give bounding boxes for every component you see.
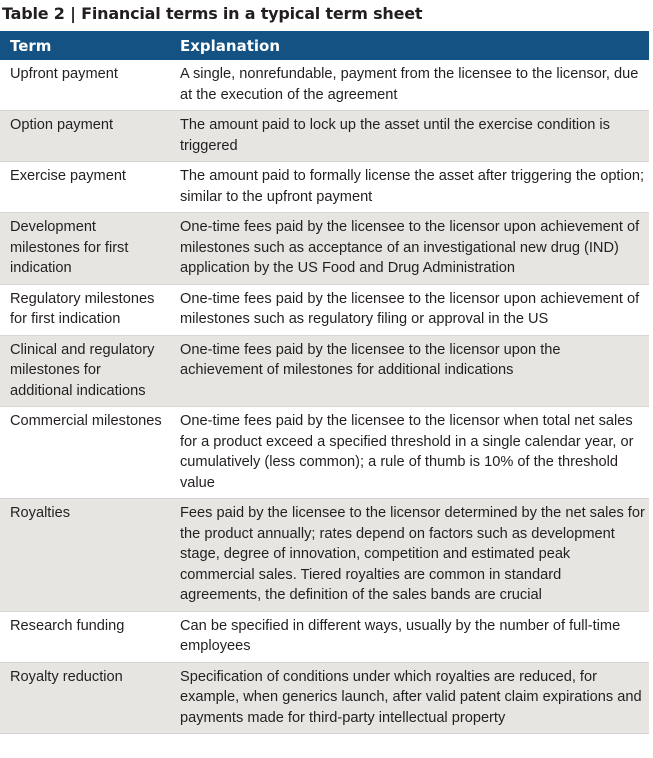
- table-row: [0, 162, 649, 213]
- table-row: [0, 335, 649, 407]
- table-row: [0, 662, 649, 734]
- explanation-cell: The amount paid to lock up the asset until the exercise condition is triggered: [172, 111, 649, 162]
- term-cell: Development milestones for first indication: [0, 213, 172, 285]
- explanation-cell: Specification of conditions under which royalties are reduced, for example, when generics launch, after valid patent claim expirations and payments made for third-party intellectual property: [172, 662, 649, 734]
- term-cell: Research funding: [0, 611, 172, 662]
- table-row: [0, 111, 649, 162]
- table-row: [0, 213, 649, 285]
- table-header: [0, 31, 649, 60]
- explanation-cell: A single, nonrefundable, payment from the licensee to the licensor, due at the execution of the agreement: [172, 60, 649, 111]
- explanation-cell: Can be specified in different ways, usually by the number of full-time employees: [172, 611, 649, 662]
- header-row: [0, 31, 649, 60]
- explanation-cell: The amount paid to formally license the asset after triggering the option; similar to the upfront payment: [172, 162, 649, 213]
- explanation-cell: One-time fees paid by the licensee to the licensor upon the achievement of milestones for additional indications: [172, 335, 649, 407]
- term-cell: Royalties: [0, 499, 172, 612]
- term-cell: Clinical and regulatory milestones for additional indications: [0, 335, 172, 407]
- table-row: [0, 611, 649, 662]
- table-row: [0, 407, 649, 499]
- table-title: Table 2 | Financial terms in a typical term sheet: [2, 4, 423, 23]
- column-header-explanation: Explanation: [172, 31, 649, 60]
- term-cell: Upfront payment: [0, 60, 172, 111]
- term-cell: Regulatory milestones for first indication: [0, 284, 172, 335]
- table-row: [0, 60, 649, 111]
- explanation-cell: One-time fees paid by the licensee to the licensor upon achievement of milestones such as regulatory filing or approval in the US: [172, 284, 649, 335]
- table-body: [0, 60, 649, 734]
- column-header-term: Term: [0, 31, 172, 60]
- table-row: [0, 284, 649, 335]
- term-cell: Exercise payment: [0, 162, 172, 213]
- term-cell: Royalty reduction: [0, 662, 172, 734]
- term-cell: Commercial milestones: [0, 407, 172, 499]
- financial-terms-table: [0, 31, 649, 734]
- explanation-cell: One-time fees paid by the licensee to the licensor when total net sales for a product exceed a specified threshold in a single calendar year, or cumulatively (less common); a rule of thumb is 10% of the threshold value: [172, 407, 649, 499]
- explanation-cell: One-time fees paid by the licensee to the licensor upon achievement of milestones such as acceptance of an investigational new drug (IND) application by the US Food and Drug Administration: [172, 213, 649, 285]
- table-row: [0, 499, 649, 612]
- explanation-cell: Fees paid by the licensee to the licensor determined by the net sales for the product annually; rates depend on factors such as development stage, degree of innovation, competition and estimated peak commercial sales. Tiered royalties are common in standard agreements, the definition of the sales bands are crucial: [172, 499, 649, 612]
- term-cell: Option payment: [0, 111, 172, 162]
